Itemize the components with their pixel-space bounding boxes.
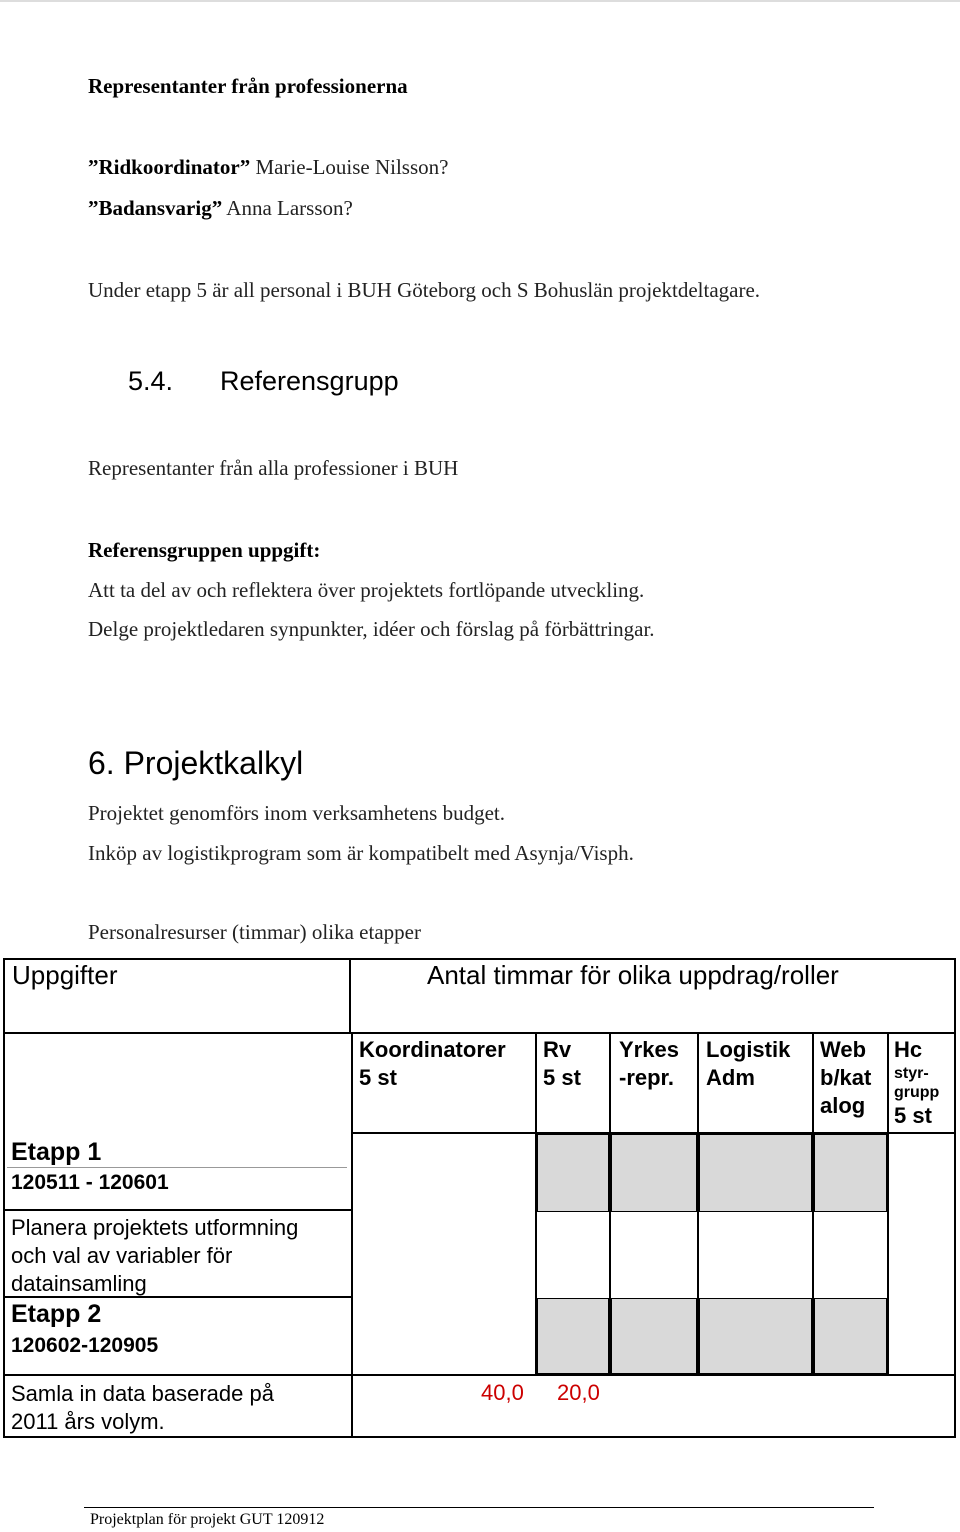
role-name: Anna Larsson? (226, 196, 353, 220)
task-line: 2011 års volym. (11, 1409, 165, 1434)
col-header-line: 5 st (359, 1065, 397, 1090)
col-header-yrkes (619, 1036, 679, 1092)
gray-cell (699, 1298, 812, 1374)
col-header-line: alog (820, 1093, 866, 1118)
gray-cell (814, 1298, 887, 1374)
section-title: Referensgrupp (220, 366, 399, 396)
task-line: Planera projektets utformning (11, 1215, 299, 1240)
prof-heading: Representanter från professionerna (88, 74, 408, 98)
row-line (3, 1209, 353, 1211)
ref-task-2: Delge projektledaren synpunkter, idéer och förslag på förbättringar. (88, 617, 655, 641)
col-header-hc (894, 1036, 939, 1130)
ref-reps: Representanter från alla professioner i BUH (88, 456, 459, 480)
col-header-logistik (706, 1036, 790, 1092)
ref-task-1: Att ta del av och reflektera över projektets fortlöpande utveckling. (88, 578, 645, 602)
col-header-line: Web (820, 1037, 867, 1062)
etapp2-dates: 120602-120905 (11, 1334, 159, 1357)
row-line (3, 1374, 956, 1376)
col-divider (887, 1032, 889, 1376)
task1-text (11, 1214, 298, 1298)
col-header-line: 5 st (543, 1065, 581, 1090)
ref-task-heading: Referensgruppen uppgift: (88, 538, 321, 562)
role-title: Badansvarig (98, 196, 212, 220)
task-line: Samla in data baserade på (11, 1381, 274, 1406)
table-border-left (3, 958, 5, 1438)
col-header-rv (543, 1036, 581, 1092)
task-line: datainsamling (11, 1271, 147, 1296)
resources-caption: Personalresurser (timmar) olika etapper (88, 920, 421, 944)
col-header-line: Rv (543, 1037, 572, 1062)
top-rule (0, 0, 960, 2)
col-header-line: Adm (706, 1065, 755, 1090)
etapp1-title: Etapp 1 (11, 1138, 102, 1166)
col-header-line: b/kat (820, 1065, 872, 1090)
col-header-koordinatorer (359, 1036, 506, 1092)
gray-cell (537, 1298, 609, 1374)
role-name: Marie-Louise Nilsson? (255, 155, 449, 179)
col-header-line: grupp (894, 1084, 940, 1101)
etapp5-paragraph: Under etapp 5 är all personal i BUH Göteborg och S Bohuslän projektdeltagare. (88, 278, 761, 302)
kalkyl-line-2: Inköp av logistikprogram som är kompatibelt med Asynja/Visph. (88, 841, 634, 865)
header-antal-timmar: Antal timmar för olika uppdrag/roller (427, 960, 839, 990)
kalkyl-line-1: Projektet genomförs inom verksamhetens budget. (88, 801, 505, 825)
col-header-line: 5 st (894, 1103, 932, 1128)
col-header-line: Yrkes (619, 1037, 679, 1062)
footer-text: Projektplan för projekt GUT 120912 (90, 1511, 325, 1528)
role-quote: ” (88, 196, 99, 220)
etapp1-dates: 120511 - 120601 (11, 1171, 169, 1194)
col-header-web (820, 1036, 871, 1120)
col-header-line: Koordinatorer (359, 1037, 506, 1062)
col-divider (351, 1032, 353, 1438)
header-divider (349, 958, 351, 1032)
gray-cell (537, 1134, 609, 1212)
col-header-line: -repr. (619, 1065, 675, 1090)
task-line: och val av variabler för (11, 1243, 233, 1268)
table-border-bottom (3, 1436, 956, 1438)
value-koordinatorer: 40,0 (481, 1380, 524, 1405)
task2-text (11, 1380, 274, 1436)
gray-cell (814, 1134, 887, 1212)
table-border-right (954, 958, 956, 1438)
role-quote: ” (211, 196, 223, 220)
footer-rule (84, 1507, 874, 1508)
resource-table (3, 958, 956, 1438)
col-header-line: styr- (894, 1065, 929, 1082)
role-line-1 (88, 155, 448, 180)
gray-cell (611, 1298, 697, 1374)
col-header-line: Logistik (706, 1037, 791, 1062)
thin-rule (7, 1167, 347, 1168)
kalkyl-heading: 6. Projektkalkyl (88, 745, 304, 781)
role-quote: ” (239, 155, 251, 179)
value-rv: 20,0 (557, 1380, 600, 1405)
section-number: 5.4. (128, 366, 174, 396)
role-title: Ridkoordinator (98, 155, 240, 179)
etapp2-title: Etapp 2 (11, 1300, 102, 1328)
header-uppgifter: Uppgifter (12, 960, 118, 990)
col-header-line: Hc (894, 1037, 923, 1062)
role-quote: ” (88, 155, 99, 179)
gray-cell (611, 1134, 697, 1212)
gray-cell (699, 1134, 812, 1212)
role-line-2 (88, 196, 353, 221)
